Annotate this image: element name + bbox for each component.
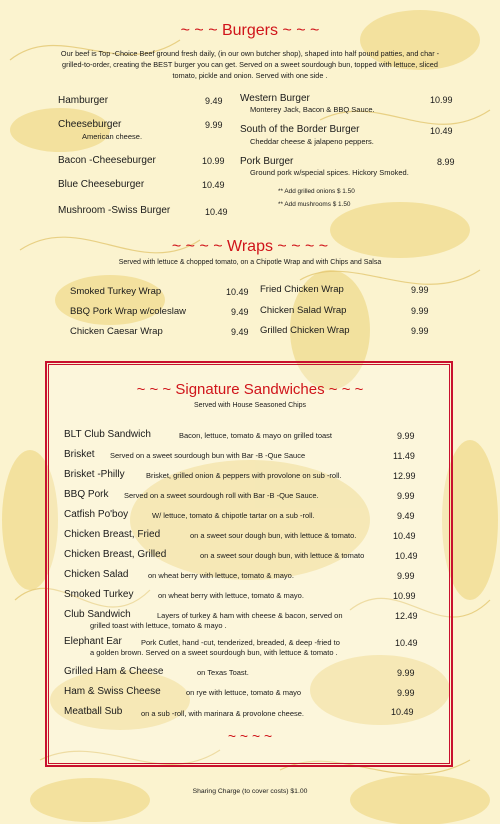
menu-item-price: 10.49 xyxy=(205,207,228,217)
menu-item-detail: Served on a sweet sourdough bun with Bar -B -Que Sauce xyxy=(110,451,306,460)
menu-item-name: BBQ Pork Wrap w/coleslaw xyxy=(70,306,186,317)
menu-item-price: 10.49 xyxy=(393,531,416,541)
sharing-charge-note: Sharing Charge (to cover costs) $1.00 xyxy=(192,788,308,795)
signature-footer-tildes: ~ ~ ~ ~ xyxy=(227,728,273,744)
menu-item-name: BBQ Pork xyxy=(64,489,109,500)
menu-item-detail: Ground pork w/special spices. Hickory Smoked. xyxy=(250,168,409,177)
menu-item-price: 12.49 xyxy=(395,611,418,621)
menu-item-name: Chicken Salad xyxy=(64,569,129,580)
menu-item-detail: Bacon, lettuce, tomato & mayo on grilled toast xyxy=(179,431,332,440)
menu-item-name: Brisket xyxy=(64,449,95,460)
burgers-heading: ~ ~ ~ Burgers ~ ~ ~ xyxy=(180,22,320,39)
burgers-description: Our beef is Top -Choice Beef ground fresh daily, (in our own butcher shop), shaped into half pound patties, and char -grilled-to-order, creating the BEST burger you can get. Served on a sweet sourdough bun, topped with lettuce, sliced tomato, pickle and onion. Served with one side . xyxy=(60,49,440,80)
menu-item-price: 9.99 xyxy=(397,688,415,698)
menu-item-detail-continued: grilled toast with lettuce, tomato & mayo . xyxy=(90,621,227,630)
menu-item-detail: on wheat berry with lettuce, tomato & mayo. xyxy=(148,571,294,580)
menu-item-name: Ham & Swiss Cheese xyxy=(64,686,161,697)
menu-item-detail: Brisket, grilled onion & peppers with provolone on sub -roll. xyxy=(146,471,342,480)
menu-item-name: Mushroom -Swiss Burger xyxy=(58,205,171,216)
menu-item-price: 10.99 xyxy=(202,156,225,166)
menu-item-detail: on rye with lettuce, tomato & mayo xyxy=(186,688,302,697)
menu-item-price: 9.99 xyxy=(411,306,429,316)
menu-item-name: Smoked Turkey xyxy=(64,589,134,600)
menu-item-name: Pork Burger xyxy=(240,156,294,167)
menu-item-price: 10.49 xyxy=(430,126,453,136)
menu-item-name: South of the Border Burger xyxy=(240,124,360,135)
menu-item-name: Bacon -Cheeseburger xyxy=(58,155,156,166)
menu-item-price: 9.99 xyxy=(205,120,223,130)
menu-item-name: Chicken Caesar Wrap xyxy=(70,326,163,337)
menu-item-price: 10.49 xyxy=(226,287,249,297)
menu-item-price: 8.99 xyxy=(437,157,455,167)
menu-item-price: 9.49 xyxy=(231,327,249,337)
menu-item-detail: Served on a sweet sourdough roll with Bar -B -Que Sauce. xyxy=(124,491,319,500)
menu-item-detail: on a sweet sour dough bun, with lettuce & tomato. xyxy=(190,531,357,540)
wraps-heading: ~ ~ ~ ~ Wraps ~ ~ ~ ~ xyxy=(171,238,329,255)
menu-item-name: Chicken Breast, Grilled xyxy=(64,549,167,560)
menu-item-name: Western Burger xyxy=(240,93,310,104)
menu-item-name: Cheeseburger xyxy=(58,119,122,130)
menu-item-name: Club Sandwich xyxy=(64,609,131,620)
menu-item-detail: Cheddar cheese & jalapeno peppers. xyxy=(250,137,374,146)
menu-item-price: 9.99 xyxy=(411,285,429,295)
menu-item-detail: on a sweet sour dough bun, with lettuce & tomato xyxy=(200,551,365,560)
menu-item-detail: W/ lettuce, tomato & chipotle tartar on a sub -roll. xyxy=(152,511,315,520)
menu-item-name: BLT Club Sandwich xyxy=(64,429,151,440)
signature-heading: ~ ~ ~ Signature Sandwiches ~ ~ ~ xyxy=(136,381,364,398)
menu-item-price: 12.99 xyxy=(393,471,416,481)
menu-item-name: Blue Cheeseburger xyxy=(58,179,145,190)
menu-item-price: 10.99 xyxy=(430,95,453,105)
addon-note: ** Add mushrooms $ 1.50 xyxy=(278,201,351,208)
menu-item-detail: Pork Cutlet, hand -cut, tenderized, breaded, & deep -fried to xyxy=(141,638,340,647)
menu-item-name: Grilled Ham & Cheese xyxy=(64,666,164,677)
menu-item-name: Hamburger xyxy=(58,95,109,106)
menu-item-name: Fried Chicken Wrap xyxy=(260,284,344,295)
menu-item-detail-continued: a golden brown. Served on a sweet sourdough bun, with lettuce & tomato . xyxy=(90,648,338,657)
menu-item-price: 10.99 xyxy=(393,591,416,601)
menu-item-detail: on a sub -roll, with marinara & provolone cheese. xyxy=(141,709,305,718)
menu-item-detail: American cheese. xyxy=(82,132,143,141)
menu-item-detail: Monterey Jack, Bacon & BBQ Sauce. xyxy=(250,105,375,114)
menu-item-price: 9.49 xyxy=(397,511,415,521)
menu-item-price: 9.99 xyxy=(397,571,415,581)
signature-sandwiches-inner-frame xyxy=(48,364,450,764)
menu-item-name: Grilled Chicken Wrap xyxy=(260,325,350,336)
menu-item-price: 9.99 xyxy=(397,668,415,678)
menu-item-price: 10.49 xyxy=(391,707,414,717)
menu-item-name: Chicken Salad Wrap xyxy=(260,305,347,316)
menu-item-name: Meatball Sub xyxy=(64,706,123,717)
wraps-subtitle: Served with lettuce & chopped tomato, on a Chipotle Wrap and with Chips and Salsa xyxy=(118,259,382,266)
menu-item-price: 9.99 xyxy=(397,431,415,441)
menu-item-price: 11.49 xyxy=(393,451,415,461)
menu-item-price: 9.99 xyxy=(411,326,429,336)
menu-item-detail: on wheat berry with lettuce, tomato & mayo. xyxy=(158,591,304,600)
menu-item-price: 10.49 xyxy=(395,638,418,648)
menu-item-price: 9.49 xyxy=(205,96,223,106)
menu-item-price: 10.49 xyxy=(395,551,418,561)
menu-item-price: 10.49 xyxy=(202,180,225,190)
menu-item-price: 9.49 xyxy=(231,307,249,317)
menu-item-detail: Layers of turkey & ham with cheese & bacon, served on xyxy=(157,611,343,620)
menu-item-name: Smoked Turkey Wrap xyxy=(70,286,162,297)
menu-item-name: Elephant Ear xyxy=(64,636,122,647)
menu-item-detail: on Texas Toast. xyxy=(197,668,249,677)
menu-item-name: Chicken Breast, Fried xyxy=(64,529,161,540)
signature-subtitle: Served with House Seasoned Chips xyxy=(193,402,307,409)
menu-item-name: Brisket -Philly xyxy=(64,469,125,480)
menu-item-name: Catfish Po'boy xyxy=(64,509,129,520)
addon-note: ** Add grilled onions $ 1.50 xyxy=(278,188,355,195)
menu-item-price: 9.99 xyxy=(397,491,415,501)
